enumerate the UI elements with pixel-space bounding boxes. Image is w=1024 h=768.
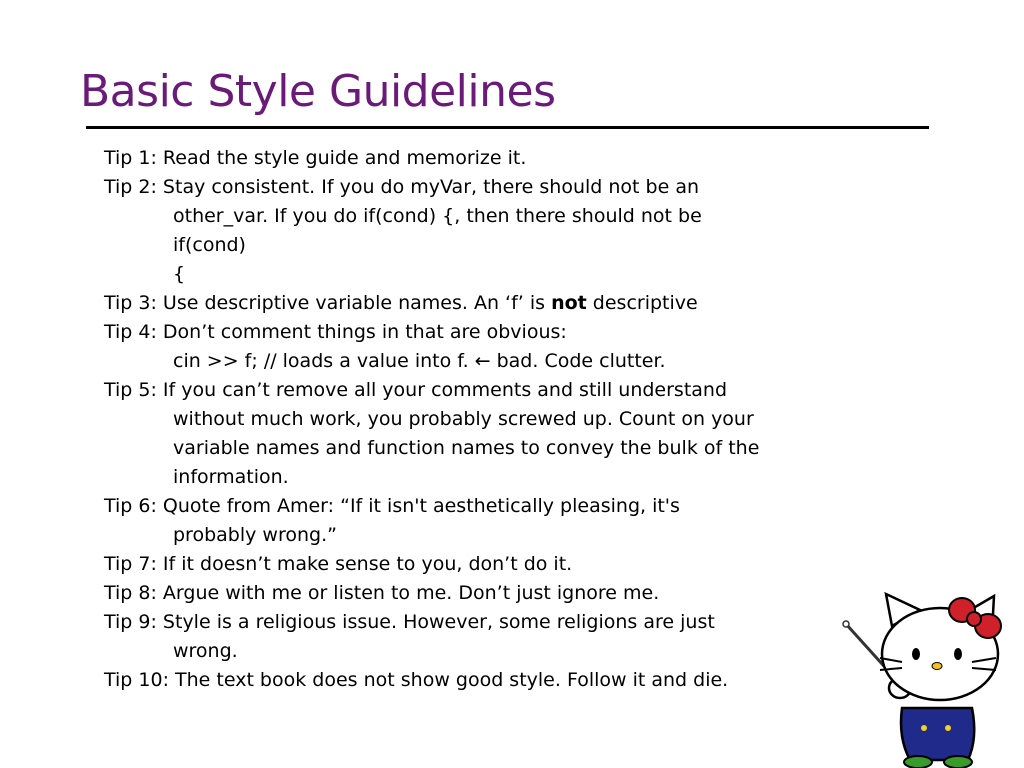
tip-line: Tip 5: If you can’t remove all your comments and still understand bbox=[104, 379, 728, 401]
kitty-shirt bbox=[901, 708, 974, 760]
tip-line: variable names and function names to convey the bulk of the bbox=[173, 437, 760, 459]
tip-emphasis: not bbox=[551, 292, 587, 314]
hello-kitty-illustration bbox=[840, 588, 1020, 768]
tip-line: Tip 2: Stay consistent. If you do myVar, there should not be an bbox=[104, 176, 700, 198]
tip-line: wrong. bbox=[173, 640, 238, 662]
tip-line: Tip 6: Quote from Amer: “If it isn't aesthetically pleasing, it's bbox=[104, 495, 680, 517]
slide-title: Basic Style Guidelines bbox=[80, 66, 556, 117]
tip-line: Tip 9: Style is a religious issue. However, some religions are just bbox=[104, 611, 715, 633]
tip-line bbox=[104, 289, 864, 318]
tip-line: without much work, you probably screwed up. Count on your bbox=[173, 408, 754, 430]
tip-line: Tip 4: Don’t comment things in that are obvious: bbox=[104, 321, 567, 343]
tip-line: Tip 1: Read the style guide and memorize it. bbox=[104, 147, 527, 169]
tip-line: { bbox=[173, 263, 186, 285]
tip-line: information. bbox=[173, 466, 289, 488]
tips-list bbox=[104, 144, 864, 695]
tip-line: Tip 10: The text book does not show good style. Follow it and die. bbox=[104, 669, 729, 691]
tip-text: descriptive bbox=[586, 292, 698, 314]
tip-line: Tip 8: Argue with me or listen to me. Don’t just ignore me. bbox=[104, 582, 660, 604]
tip-line: probably wrong.” bbox=[173, 524, 337, 546]
tip-text: Tip 3: Use descriptive variable names. An ‘f’ is bbox=[104, 292, 552, 314]
tip-line: cin >> f; // loads a value into f. ← bad. Code clutter. bbox=[173, 350, 666, 372]
tip-line: Tip 7: If it doesn’t make sense to you, don’t do it. bbox=[104, 553, 573, 575]
tip-line: other_var. If you do if(cond) {, then there should not be bbox=[173, 205, 702, 227]
title-underline bbox=[86, 126, 929, 129]
tip-line: if(cond) bbox=[173, 234, 246, 256]
